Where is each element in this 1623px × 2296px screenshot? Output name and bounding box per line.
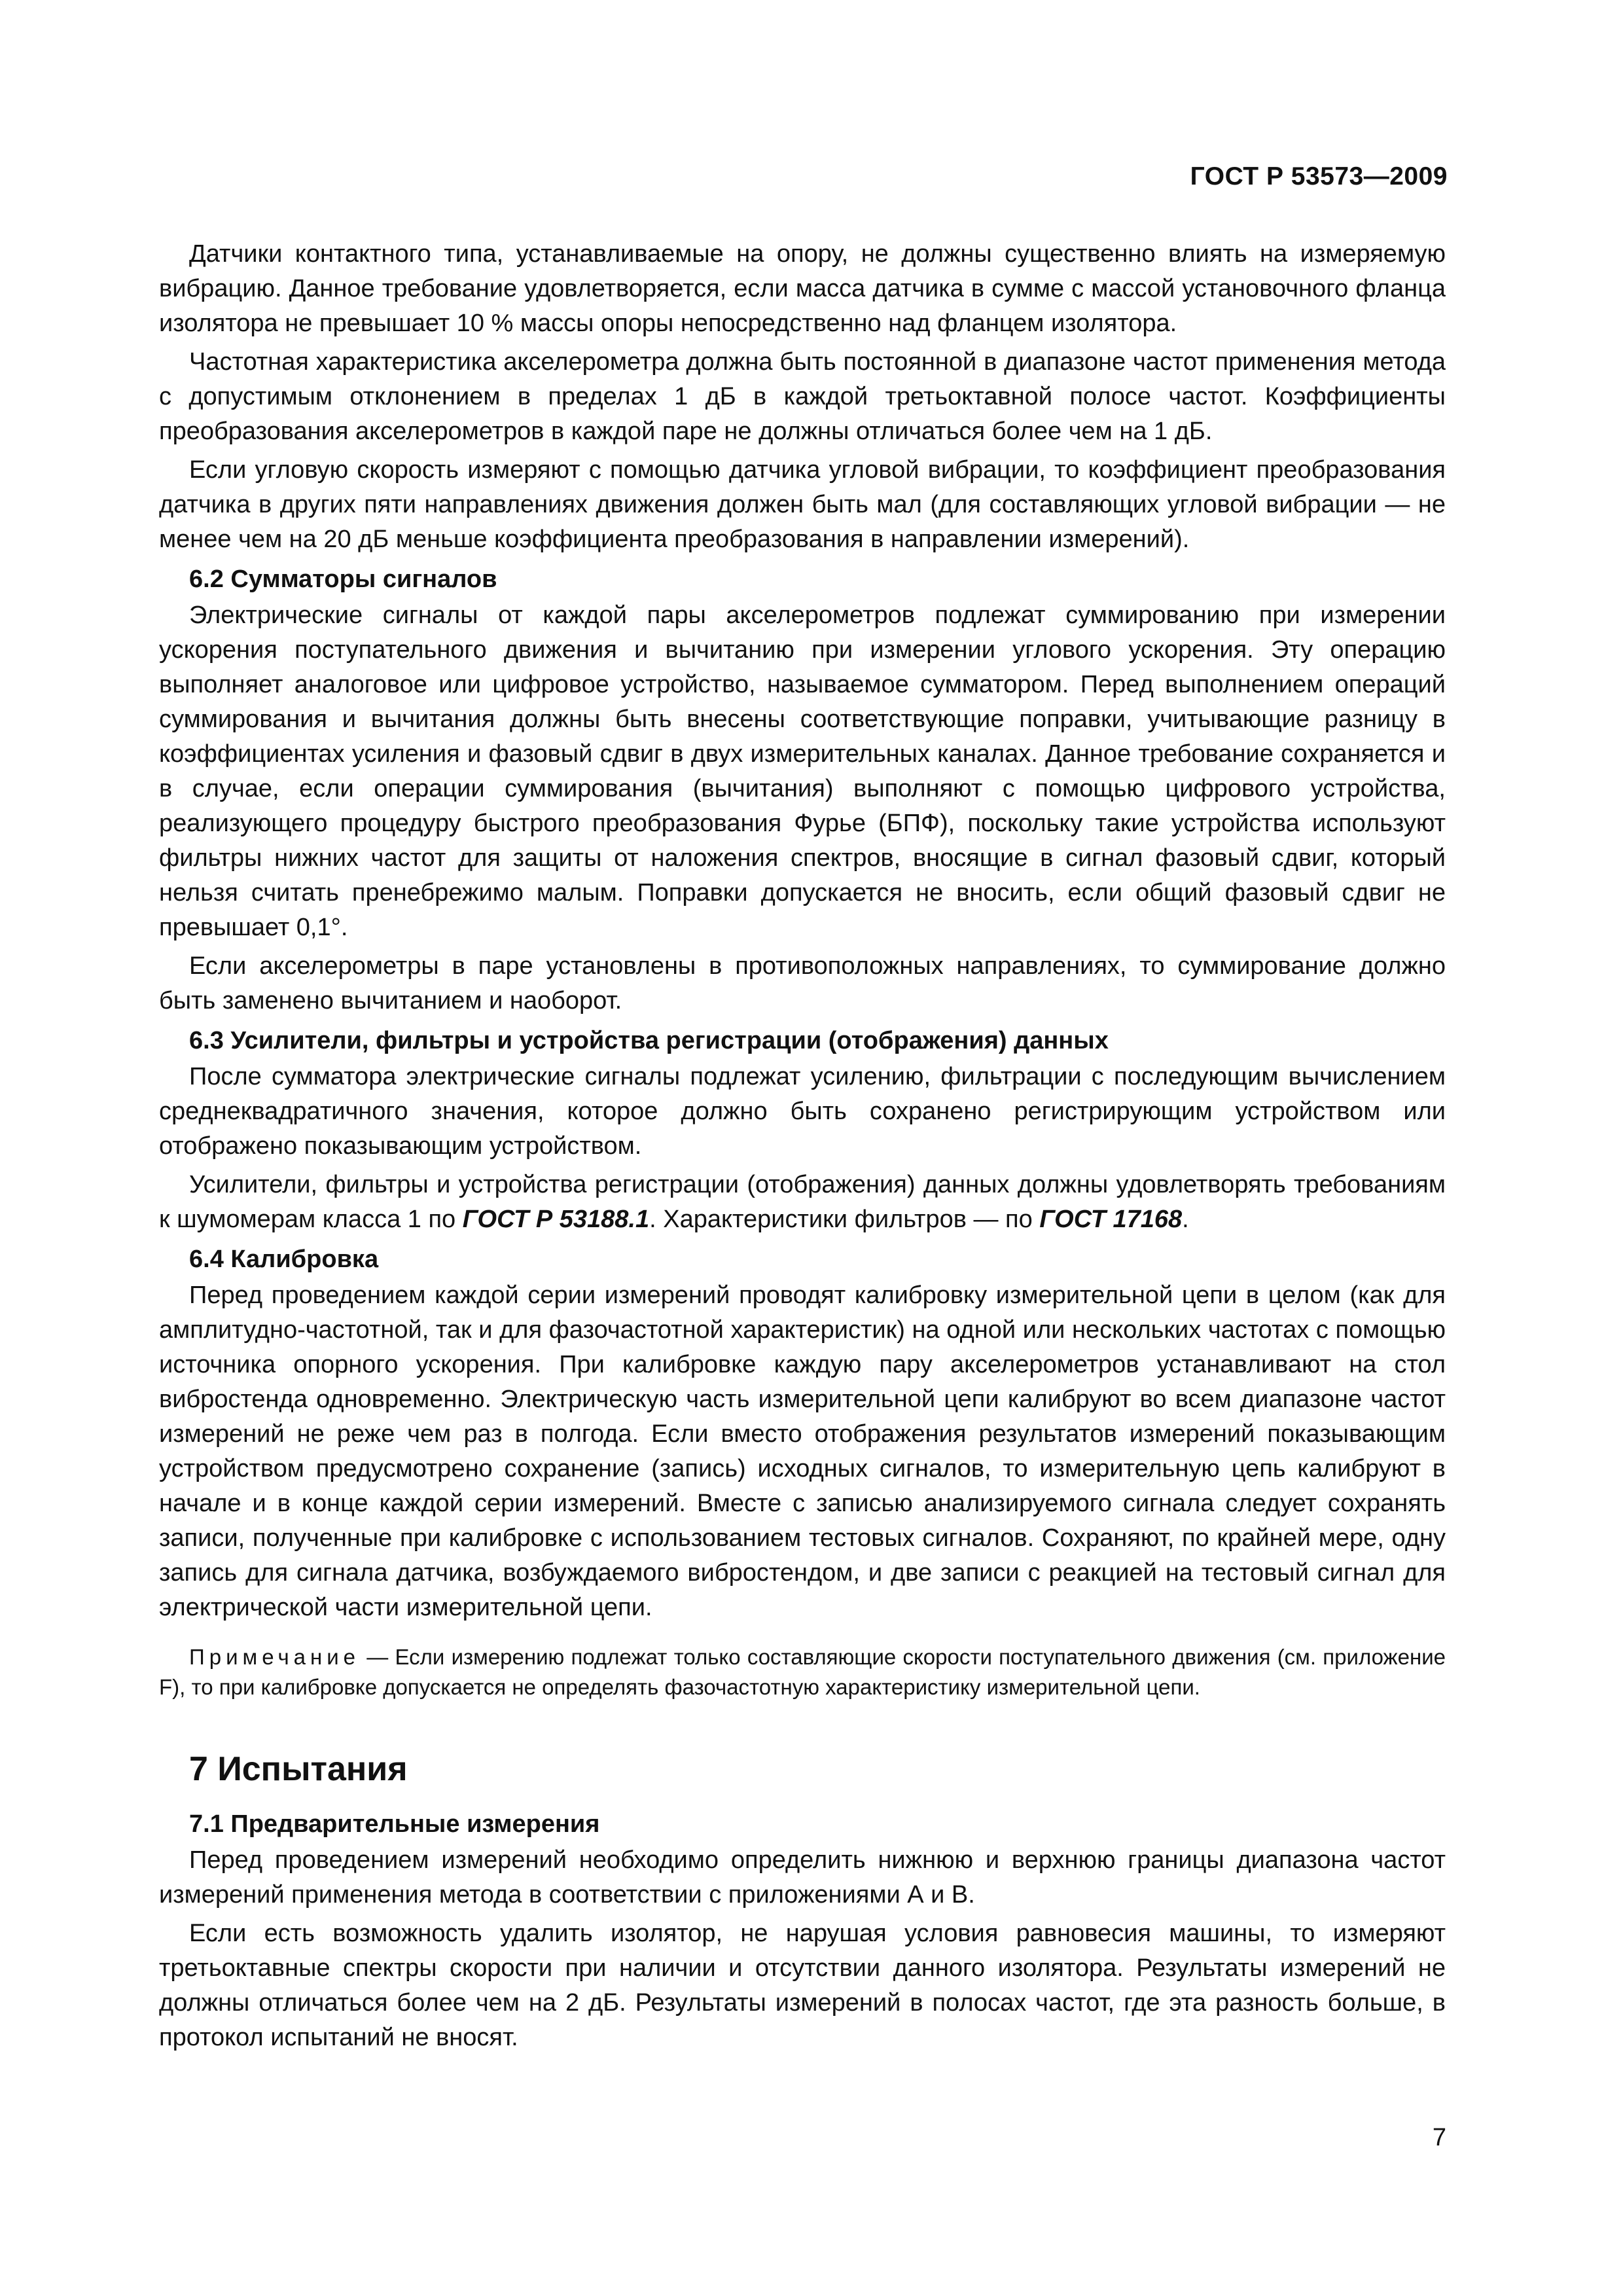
text-span: . xyxy=(1182,1206,1189,1233)
subsection-heading-6-4: 6.4 Калибровка xyxy=(189,1246,379,1273)
paragraph: Если угловую скорость измеряют с помощью датчика угловой вибрации, то коэффициент преобразования датчика в других пяти направлениях движения должен быть мал (для составляющих угловой вибрации — не менее чем на 20 дБ меньше коэффициента преобразования в направлении измерений). xyxy=(159,456,1446,553)
text-span: Усилители, фильтры и устройства регистрации (отображения) данных должны удовлетворять требованиям к шумомерам класса 1 по xyxy=(159,1171,1446,1233)
standard-reference: ГОСТ Р 53188.1 xyxy=(462,1206,650,1233)
document-body xyxy=(159,237,1446,2055)
paragraph: Электрические сигналы от каждой пары акселерометров подлежат суммированию при измерении ускорения поступательного движения и вычитанию при измерении углового ускорения. Эту операцию выполняет аналоговое или цифровое устройство, называемое сумматором. Перед выполнением операций суммирования и вычитания должны быть внесены соответствующие поправки, учитывающие разницу в коэффициентах усиления и фазовый сдвиг в двух измерительных каналах. Данное требование сохраняется и в случае, если операции суммирования (вычитания) выполняют с помощью цифрового устройства, реализующего процедуру быстрого преобразования Фурье (БПФ), поскольку такие устройства используют фильтры нижних частот для защиты от наложения спектров, вносящие в сигнал фазовый сдвиг, который нельзя считать пренебрежимо малым. Поправки допускается не вносить, если общий фазовый сдвиг не превышает 0,1°. xyxy=(159,601,1446,941)
paragraph: Перед проведением каждой серии измерений проводят калибровку измерительной цепи в целом (как для амплитудно-частотной, так и для фазочастотной характеристик) на одной или нескольких частотах с помощью источника опорного ускорения. При калибровке каждую пару акселерометров устанавливают на стол вибростенда одновременно. Электрическую часть измерительной цепи калибруют во всем диапазоне частот измерений не реже чем раз в полгода. Если вместо отображения результатов измерений показывающим устройством предусмотрено сохранение (запись) исходных сигналов, то измерительную цепь калибруют в начале и в конце каждой серии измерений. Вместе с записью анализируемого сигнала следует сохранять записи, полученные при калибровке с использованием тестовых сигналов. Сохраняют, по крайней мере, одну запись для сигнала датчика, возбуждаемого вибростендом, и две записи с реакцией на тестовый сигнал для электрической части измерительной цепи. xyxy=(159,1282,1446,1621)
subsection-heading-6-2: 6.2 Сумматоры сигналов xyxy=(189,565,497,593)
paragraph: После сумматора электрические сигналы подлежат усилению, фильтрации с последующим вычислением среднеквадратичного значения, которое должно быть сохранено регистрирующим устройством или отображено показывающим устройством. xyxy=(159,1063,1446,1160)
standard-reference: ГОСТ 17168 xyxy=(1039,1206,1183,1233)
paragraph-with-references xyxy=(159,1168,1446,1237)
section-heading-7: 7 Испытания xyxy=(189,1750,408,1788)
paragraph: Частотная характеристика акселерометра должна быть постоянной в диапазоне частот применения метода с допустимым отклонением в пределах 1 дБ в каждой третьоктавной полосе частот. Коэффициенты преобразования акселерометров в каждой паре не должны отличаться более чем на 1 дБ. xyxy=(159,348,1446,445)
paragraph: Датчики контактного типа, устанавливаемые на опору, не должны существенно влиять на измеряемую вибрацию. Данное требование удовлетворяется, если масса датчика в сумме с массой установочного фланца изолятора не превышает 10 % массы опоры непосредственно над фланцем изолятора. xyxy=(159,240,1446,337)
note-text: — Если измерению подлежат только составляющие скорости поступательного движения (см. приложение F), то при калибровке допускается не определять фазочастотную характеристику измерительной цепи. xyxy=(159,1645,1446,1699)
note xyxy=(159,1642,1446,1702)
text-span: . Характеристики фильтров — по xyxy=(649,1206,1040,1233)
subsection-heading-6-3: 6.3 Усилители, фильтры и устройства регистрации (отображения) данных xyxy=(189,1027,1109,1054)
subsection-heading-7-1: 7.1 Предварительные измерения xyxy=(189,1810,600,1838)
note-label: Примечание xyxy=(189,1645,361,1669)
paragraph: Если акселерометры в паре установлены в противоположных направлениях, то суммирование должно быть заменено вычитанием и наоборот. xyxy=(159,952,1446,1014)
paragraph: Перед проведением измерений необходимо определить нижнюю и верхнюю границы диапазона частот измерений применения метода в соответствии с приложениями А и В. xyxy=(159,1846,1446,1909)
page-number: 7 xyxy=(1432,2124,1446,2151)
document-code: ГОСТ Р 53573—2009 xyxy=(1190,162,1448,190)
paragraph: Если есть возможность удалить изолятор, не нарушая условия равновесия машины, то измеряют третьоктавные спектры скорости при наличии и отсутствии данного изолятора. Результаты измерений не должны отличаться более чем на 2 дБ. Результаты измерений в полосах частот, где эта разность больше, в протокол испытаний не вносят. xyxy=(159,1920,1446,2051)
